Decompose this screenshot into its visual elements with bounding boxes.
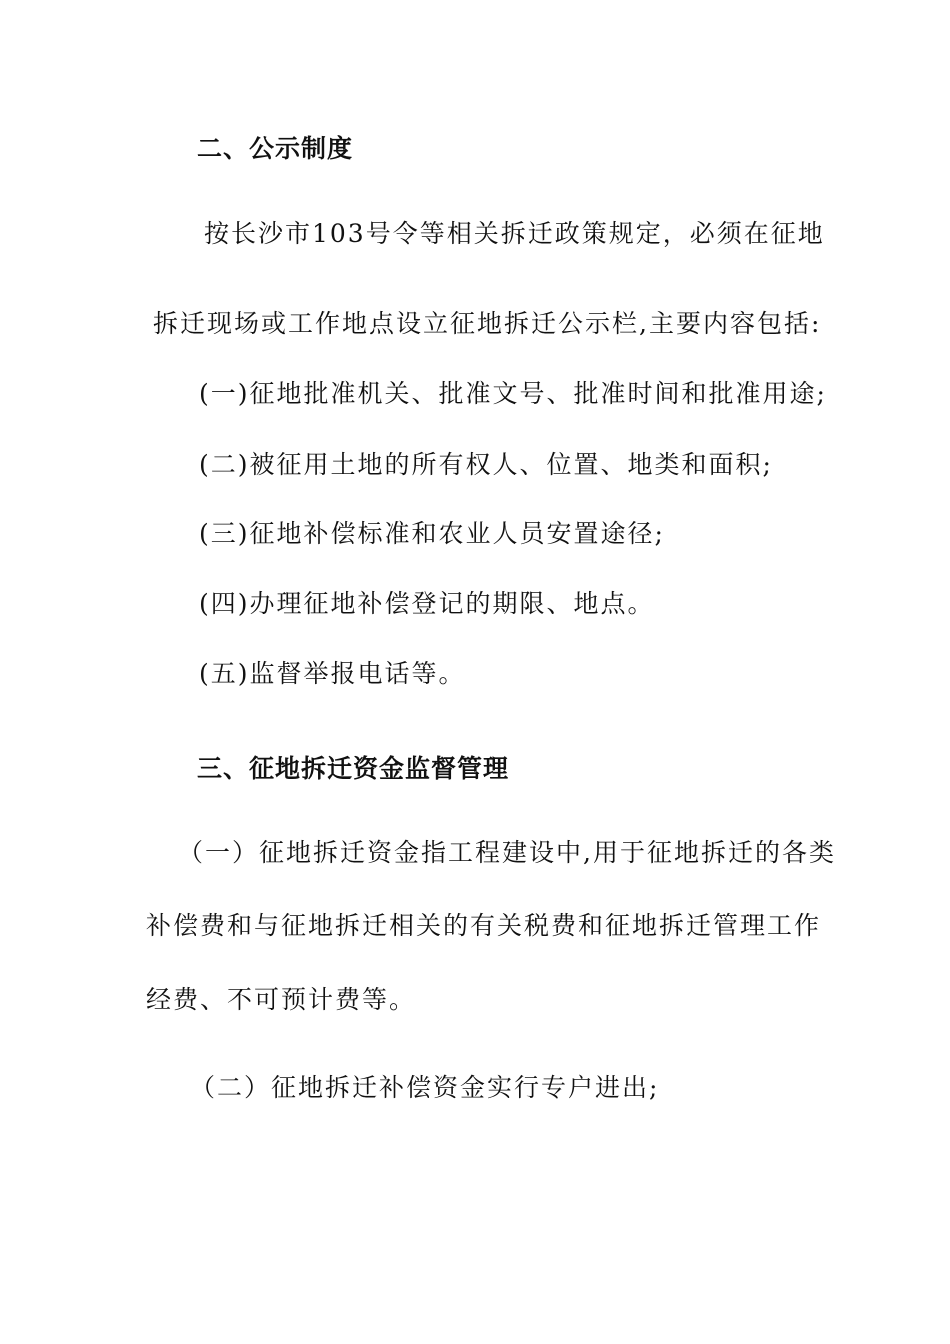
section-3-heading: 三、征地拆迁资金监督管理 [197,754,510,783]
section-2-item-2: (二)被征用土地的所有权人、位置、地类和面积; [199,450,773,479]
section-2-item-3: (三)征地补偿标准和农业人员安置途径; [199,519,665,548]
section-2-intro-line-1: 按长沙市103号令等相关拆迁政策规定，必须在征地 [204,219,825,248]
section-2-item-1: (一)征地批准机关、批准文号、批准时间和批准用途; [199,379,827,408]
section-3-para-1-line-2: 补偿费和与征地拆迁相关的有关税费和征地拆迁管理工作 [146,911,822,940]
section-2-intro-line-2: 拆迁现场或工作地点设立征地拆迁公示栏,主要内容包括: [153,309,822,338]
section-3-para-1-line-1: （一）征地拆迁资金指工程建设中,用于征地拆迁的各类 [178,838,836,867]
section-3-para-2: （二）征地拆迁补偿资金实行专户进出; [190,1073,660,1102]
section-2-heading: 二、公示制度 [197,134,354,163]
section-3-para-1-line-3: 经费、不可预计费等。 [146,985,417,1014]
section-2-item-5: (五)监督举报电话等。 [199,659,466,688]
section-2-item-4: (四)办理征地补偿登记的期限、地点。 [199,589,655,618]
